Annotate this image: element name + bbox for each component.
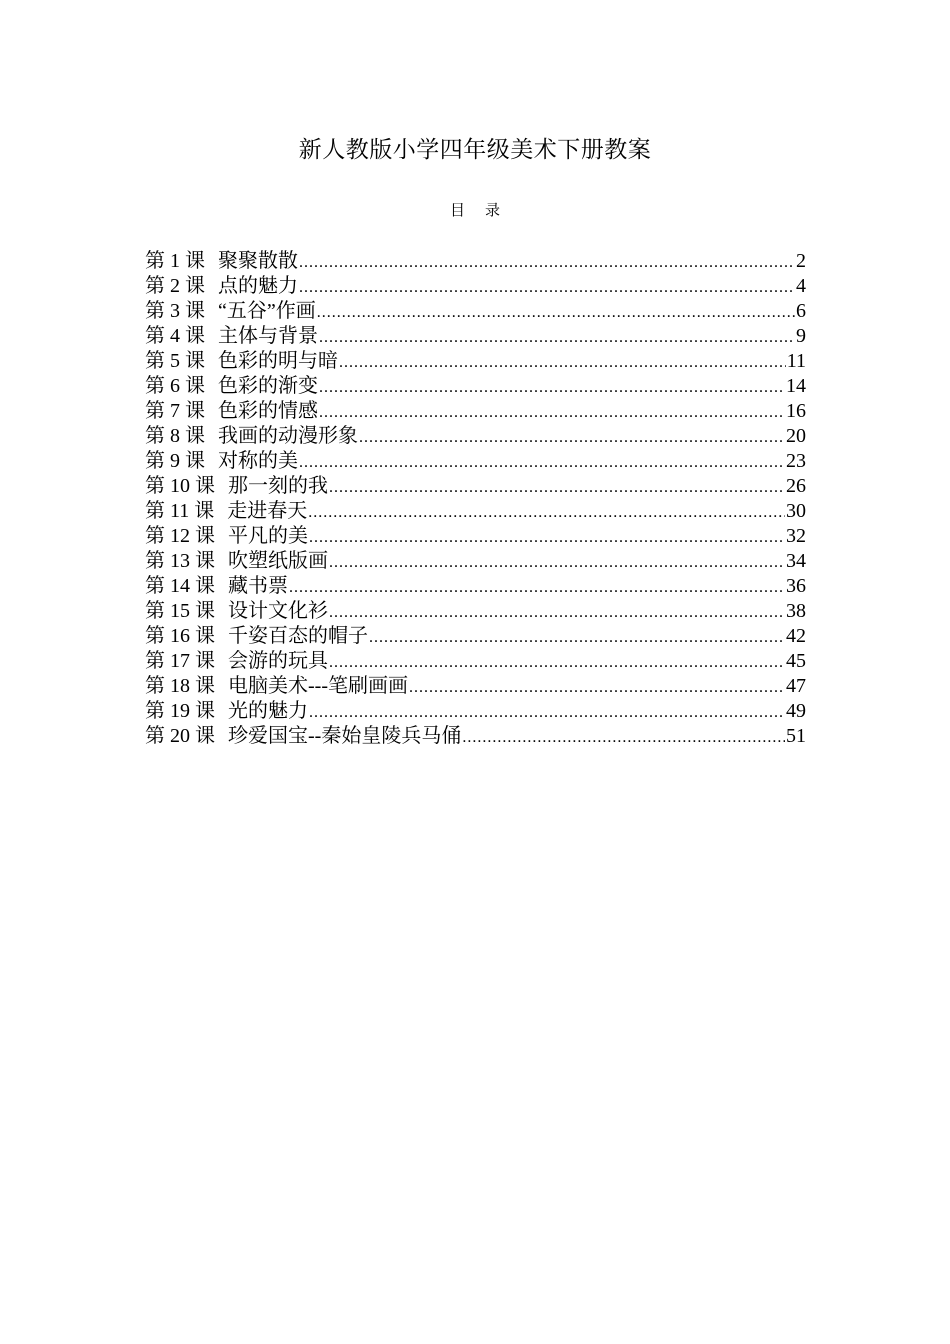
toc-dot-leader	[409, 675, 785, 699]
toc-entry[interactable]	[145, 299, 806, 324]
toc-lesson-number: 第 20 课	[145, 725, 215, 747]
toc-dot-leader	[319, 375, 785, 399]
toc-entry[interactable]	[145, 549, 806, 574]
toc-lesson-title: 我画的动漫形象	[218, 425, 358, 447]
toc-lesson-number: 第 18 课	[145, 675, 215, 697]
toc-entry[interactable]	[145, 274, 806, 299]
toc-entry[interactable]	[145, 649, 806, 674]
toc-lesson-title: 走进春天	[227, 500, 308, 522]
toc-lesson-number: 第 3 课	[145, 300, 205, 322]
toc-lesson-number: 第 13 课	[145, 550, 215, 572]
toc-page-number: 45	[786, 650, 806, 672]
table-of-contents	[145, 249, 806, 749]
toc-lesson-title: 那一刻的我	[228, 475, 328, 497]
toc-page-number: 23	[786, 450, 806, 472]
toc-page-number: 4	[796, 275, 806, 297]
toc-lesson-number: 第 4 课	[145, 325, 205, 347]
toc-dot-leader	[317, 300, 795, 324]
toc-lesson-number: 第 7 课	[145, 400, 205, 422]
toc-dot-leader	[369, 625, 785, 649]
toc-dot-leader	[339, 350, 786, 374]
document-title: 新人教版小学四年级美术下册教案	[298, 137, 652, 163]
toc-lesson-number: 第 1 课	[145, 250, 205, 272]
toc-lesson-title: 设计文化衫	[228, 600, 328, 622]
toc-lesson-title: 对称的美	[218, 450, 298, 472]
toc-dot-leader	[329, 650, 785, 674]
toc-dot-leader	[462, 725, 785, 749]
toc-dot-leader	[329, 600, 785, 624]
toc-page-number: 38	[786, 600, 806, 622]
toc-lesson-title: 光的魅力	[228, 700, 308, 722]
toc-entry[interactable]	[145, 524, 806, 549]
toc-lesson-number: 第 12 课	[145, 525, 215, 547]
toc-page-number: 11	[786, 350, 806, 372]
toc-entry[interactable]	[145, 349, 806, 374]
toc-lesson-title: 会游的玩具	[228, 650, 328, 672]
toc-entry[interactable]	[145, 424, 806, 449]
toc-lesson-number: 第 5 课	[145, 350, 205, 372]
toc-page-number: 30	[786, 500, 806, 522]
toc-dot-leader	[309, 700, 785, 724]
toc-entry[interactable]	[145, 324, 806, 349]
toc-page-number: 14	[786, 375, 806, 397]
toc-lesson-title: 电脑美术---笔刷画画	[228, 675, 408, 697]
toc-entry[interactable]	[145, 624, 806, 649]
toc-dot-leader	[309, 525, 785, 549]
toc-page-number: 51	[786, 725, 806, 747]
toc-entry[interactable]	[145, 574, 806, 599]
toc-lesson-title: 色彩的情感	[218, 400, 318, 422]
toc-entry[interactable]	[145, 399, 806, 424]
toc-entry[interactable]	[145, 474, 806, 499]
toc-entry[interactable]	[145, 674, 806, 699]
toc-page-number: 36	[786, 575, 806, 597]
toc-page-number: 34	[786, 550, 806, 572]
toc-page-number: 26	[786, 475, 806, 497]
toc-entry[interactable]	[145, 249, 806, 274]
toc-dot-leader	[299, 275, 795, 299]
toc-entry[interactable]	[145, 449, 806, 474]
toc-lesson-number: 第 16 课	[145, 625, 215, 647]
toc-dot-leader	[299, 450, 785, 474]
toc-lesson-title: 色彩的明与暗	[218, 350, 338, 372]
toc-lesson-title: 千姿百态的帽子	[228, 625, 368, 647]
toc-lesson-title: 点的魅力	[218, 275, 298, 297]
toc-lesson-title: 色彩的渐变	[218, 375, 318, 397]
toc-lesson-number: 第 11 课	[145, 500, 215, 522]
toc-page-number: 42	[786, 625, 806, 647]
toc-lesson-number: 第 10 课	[145, 475, 215, 497]
toc-page-number: 20	[786, 425, 806, 447]
toc-lesson-title: 珍爱国宝--秦始皇陵兵马俑	[228, 725, 462, 747]
toc-dot-leader	[359, 425, 785, 449]
toc-entry[interactable]	[145, 699, 806, 724]
toc-dot-leader	[329, 550, 785, 574]
toc-page-number: 2	[796, 250, 806, 272]
toc-lesson-number: 第 17 课	[145, 650, 215, 672]
toc-lesson-number: 第 2 课	[145, 275, 205, 297]
toc-page-number: 16	[786, 400, 806, 422]
toc-dot-leader	[289, 575, 785, 599]
toc-lesson-number: 第 6 课	[145, 375, 205, 397]
toc-page-number: 49	[786, 700, 806, 722]
toc-dot-leader	[319, 325, 795, 349]
toc-dot-leader	[299, 250, 795, 274]
toc-heading: 目录	[449, 203, 520, 219]
toc-entry[interactable]	[145, 374, 806, 399]
toc-entry[interactable]	[145, 599, 806, 624]
toc-dot-leader	[308, 500, 785, 524]
toc-lesson-number: 第 15 课	[145, 600, 215, 622]
toc-page-number: 9	[796, 325, 806, 347]
toc-lesson-title: “五谷”作画	[218, 300, 316, 322]
toc-lesson-number: 第 19 课	[145, 700, 215, 722]
toc-lesson-title: 主体与背景	[218, 325, 318, 347]
toc-lesson-number: 第 8 课	[145, 425, 205, 447]
toc-page-number: 6	[796, 300, 806, 322]
toc-entry[interactable]	[145, 499, 806, 524]
toc-entry[interactable]	[145, 724, 806, 749]
toc-lesson-number: 第 9 课	[145, 450, 205, 472]
toc-lesson-number: 第 14 课	[145, 575, 215, 597]
toc-lesson-title: 聚聚散散	[218, 250, 298, 272]
toc-dot-leader	[319, 400, 785, 424]
toc-lesson-title: 吹塑纸版画	[228, 550, 328, 572]
toc-page-number: 32	[786, 525, 806, 547]
toc-lesson-title: 藏书票	[228, 575, 288, 597]
toc-dot-leader	[329, 475, 785, 499]
toc-lesson-title: 平凡的美	[228, 525, 308, 547]
toc-page-number: 47	[786, 675, 806, 697]
